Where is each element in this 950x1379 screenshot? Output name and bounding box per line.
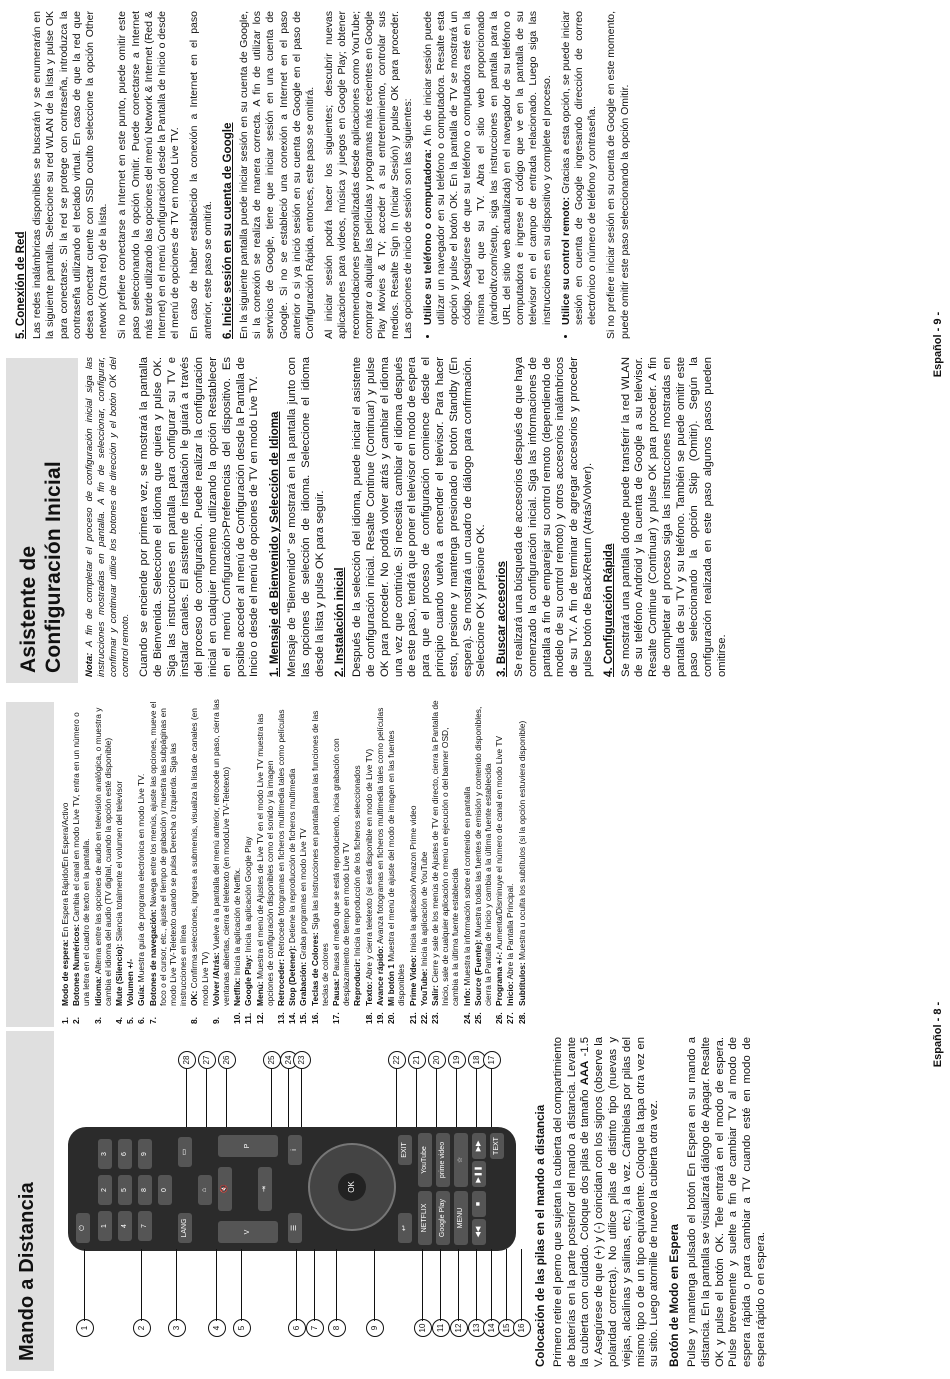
remote-key-desc	[276, 709, 286, 1006]
callout-3: 3	[168, 1319, 186, 1337]
s1-heading-text: 1. Mensaje de Bienvenido y Selección de Idioma	[268, 411, 282, 677]
remote-key-desc	[419, 852, 429, 1006]
prime-video-button: prime video	[436, 1133, 450, 1187]
remote-key-text: Cambia el canal en modo Live TV, entra en un número o una letra en el cuadro de texto en la pantalla.	[71, 712, 92, 1006]
remote-key-label: Subtítulos:	[516, 962, 527, 1006]
remote-key-desc	[148, 699, 189, 1006]
remote-key-desc	[517, 721, 527, 1006]
remote-key-label: OK:	[189, 990, 200, 1006]
s3-heading	[495, 357, 509, 677]
remote-key-label: Info:	[461, 987, 472, 1006]
callout-leader	[491, 1249, 492, 1321]
remote-key-number: 5.	[125, 1017, 136, 1024]
remote-key-desc	[364, 749, 374, 1006]
remote-key-text: Aumenta/Disminuye el número de canal en modo Live TV	[494, 735, 505, 952]
note-text: A fin de completar el proceso de configuración inicial siga las instrucciones mostradas en pantalla. A fin de seleccionar, configurar, confirmar y continuar utilice los botones de dirección y el botón OK del control remoto.	[84, 357, 131, 677]
callout-26: 26	[218, 1051, 236, 1069]
number-button-2: 2	[98, 1175, 112, 1205]
mute-button: 🔇	[218, 1167, 232, 1211]
remote-key-desc	[473, 699, 493, 1006]
remote-key-desc	[114, 781, 124, 1006]
remote-key-label: Mute (Silencio):	[114, 943, 125, 1006]
remote-key-text: Abre la Pantalla Principal.	[505, 883, 516, 982]
remote-key-desc	[125, 959, 135, 1006]
remote-key-text: Silencia totalmente el volumen del televisor	[114, 780, 125, 944]
remote-key-label: YouTube:	[418, 968, 429, 1006]
remote-key-label: Inicio:	[505, 981, 516, 1006]
s5-p3: En caso de haber establecido la conexión a Internet en el paso anterior, este paso se omitirá.	[188, 11, 214, 339]
remote-key-desc	[386, 699, 406, 1006]
ok-button: OK	[338, 1173, 366, 1201]
my-button-1: ☆	[454, 1133, 468, 1187]
remote-key-item	[93, 699, 113, 1024]
remote-key-item	[125, 699, 135, 1024]
remote-key-label: Volver /Atrás:	[210, 952, 221, 1006]
callout-leader	[84, 1249, 85, 1321]
remote-key-text: Detiene la reproducción de ficheros multimedia	[287, 768, 298, 946]
remote-key-text: Retrocede fotogramas en ficheros multimedia tales como películas	[276, 709, 287, 959]
remote-key-number: 19.	[374, 1012, 385, 1024]
play-pause-button: ▶❚❚	[472, 1161, 486, 1187]
lang-button: LANG	[178, 1213, 192, 1243]
callout-leader	[296, 1249, 297, 1321]
title-line-2: Configuración Inicial	[42, 461, 65, 673]
remote-key-item	[419, 699, 429, 1024]
remote-key-desc	[352, 765, 362, 1006]
number-button-4: 4	[118, 1211, 132, 1241]
remote-key-item	[71, 699, 91, 1024]
callout-leader	[314, 1249, 315, 1321]
remote-key-item	[189, 699, 209, 1024]
remote-key-number: 16.	[309, 1012, 320, 1024]
callout-leader	[226, 1069, 227, 1127]
s4-text: Se mostrará una pantalla donde puede transferir la red WLAN de su teléfono Android y la cuenta de Google a su televisor. Resalte Continue (Continuar) y pulse OK para proceder. A fin de completar el proceso siga las instrucciones mostradas en pantalla de su TV y su teléfono. También se puede omitir este paso seleccionando la opción Skip (Omitir). Según la configuración realizada en este paso algunos pasos pueden omitirse.	[619, 357, 729, 677]
number-button-9: 9	[138, 1139, 152, 1169]
remote-key-number: 12.	[254, 1012, 265, 1024]
s5-p2: Si no prefiere conectarse a Internet en este punto, puede omitir este paso seleccionando la opción Omitir. Puede conectarse a Internet más tarde utilizando las opciones del menú Network & Internet (Red & Internet) en el menú Configuración desde la Pantalla de Inicio o desde el menú de opciones de TV en modo Live TV.	[116, 11, 182, 339]
remote-key-number: 26.	[494, 1012, 505, 1024]
callout-leader	[216, 1249, 217, 1321]
note	[84, 357, 132, 677]
back-button: ↩	[398, 1213, 412, 1243]
callout-leader	[288, 1069, 289, 1127]
callout-2: 2	[133, 1319, 151, 1337]
remote-key-item	[276, 699, 286, 1024]
title-band-right	[6, 702, 54, 1027]
bullet2-text: Gracias a esta opción, se puede iniciar sesión en cuenta de Google ingresando dirección de correo electrónico o número de teléfono y contraseña.	[559, 11, 599, 325]
remote-key-item	[114, 699, 124, 1024]
remote-key-desc	[298, 828, 308, 1006]
remote-key-label: Netflix:	[232, 977, 243, 1006]
remote-key-item	[462, 699, 472, 1024]
remote-key-number: 18.	[363, 1012, 374, 1024]
netflix-button: NETFLIX	[418, 1191, 432, 1245]
remote-key-text: Vuelve a la pantalla del menú anterior, retrocede un paso, cierra las ventanas abiertas, cierra el teletexto (en modoLive TV-Teletexto)	[210, 699, 232, 1006]
bullet2-label: Utilice su control remoto:	[559, 196, 572, 325]
remote-key-label: Google Play:	[243, 954, 254, 1006]
remote-key-number: 13.	[276, 1012, 287, 1024]
number-button-0: 0	[158, 1175, 172, 1205]
remote-key-text: Cierre y sale de los menús de Ajustes de TV en directo, cierra la Pantalla de Inicio, sale de cualquier aplicación o menú en ejecución o del banner OSD, cambia a la última fuente establecida	[429, 700, 461, 1006]
title-band	[6, 1031, 54, 1371]
signin-option-remote	[560, 11, 600, 325]
remote-key-desc	[408, 806, 418, 1006]
remote-key-desc	[136, 774, 146, 1006]
remote-key-text: Pausa el medio que se está reproduciendo, inicia grabación con desplazamiento de tiempo en modo Live TV	[331, 738, 352, 1006]
battery-section	[528, 1037, 775, 1367]
remote-key-number: 4.	[114, 1017, 125, 1024]
remote-key-desc	[232, 868, 242, 1006]
bullet1-label: Utilice su teléfono o computadora:	[421, 149, 434, 325]
remote-key-label: Mi botón 1	[386, 964, 397, 1006]
remote-key-label: Volumen +/-	[125, 958, 136, 1006]
right-title-band	[6, 358, 78, 683]
callout-1: 1	[76, 1319, 94, 1337]
remote-key-item	[386, 699, 406, 1024]
home-button: ⌂	[198, 1175, 212, 1205]
remote-key-text: Muestra la información sobre el contenido en pantalla	[461, 786, 472, 988]
callout-leader	[176, 1249, 177, 1321]
remote-key-item	[408, 699, 418, 1024]
number-button-6: 6	[118, 1139, 132, 1169]
remote-key-desc	[243, 837, 253, 1006]
note-label: Nota:	[84, 652, 95, 677]
battery-text-c: -1.5 V. Asegúrese de que (+) y (-) coincidan con los signos (observe la polaridad correcta). No utilice pilas de distinto tipo (nuevas y viejas, alcalinas y salinas, etc.) a la vez. Cámbielas por pilas del mismo tipo o de un tipo equivalente. Coloque la tapa otra vez en su sitio. Luego atornille de nuevo la cubierta otra vez.	[579, 1037, 661, 1367]
battery-text-b: AAA	[579, 1060, 592, 1086]
remote-key-desc	[287, 769, 297, 1006]
remote-key-text: Inicia la reproducción de los ficheros seleccionados	[352, 765, 363, 959]
s6-p2: Al iniciar sesión podrá hacer los siguientes; descubrir nuevas aplicaciones para videos, música y juegos en Google Play; obtener recomendaciones personalizadas desde aplicaciones como YouTube; comprar o alquilar las películas y programas más recientes en Google Play Movies & TV; acceder a su entretenimiento, controlar sus medios. Resalte Sign In (Iniciar Sesión) y pulse OK para proceder. Las opciones de inicio de sesión son las siguientes:	[323, 11, 415, 339]
remote-key-item	[505, 699, 515, 1024]
remote-key-text: Alterna entre las opciones de audio en televisión analógica, o muestra y cambia el idioma del audio (TV digital, cuando la opción esté disponible)	[92, 707, 113, 1006]
remote-key-item	[211, 699, 231, 1024]
setup-column-2	[8, 11, 638, 339]
remote-key-label: Salir:	[429, 985, 440, 1006]
source-button: ⇥	[258, 1167, 272, 1211]
remote-key-text: Avanza fotogramas en ficheros multimedia tales como películas	[374, 707, 385, 946]
remote-key-number: 17.	[331, 1012, 342, 1024]
signin-options	[422, 11, 600, 339]
callout-leader	[440, 1249, 441, 1321]
callout-27: 27	[198, 1051, 216, 1069]
remote-key-text: Inicia la aplicación Google Play	[243, 836, 254, 955]
remote-key-text: En Espera Rápido/En Espera/Activo	[60, 802, 70, 940]
page-footer-right: Español - 9 -	[932, 311, 944, 378]
s6-p1: En la siguiente pantalla puede iniciar sesión en su cuenta de Google, si la conexión se realiza de manera correcta. A fin de utilizar los servicios de Google, tiene que iniciar sesión en una cuenta de Google. Si no se estableció una conexión a Internet en el paso anterior o si ya inició sesión en su cuenta de Google en el paso de Configuración Rápida, entonces, este paso se omitirá.	[238, 11, 317, 339]
remote-key-label: Retroceder:	[276, 958, 287, 1006]
number-button-7: 7	[138, 1211, 152, 1241]
callout-24: 24	[280, 1051, 298, 1069]
remote-key-label: Source (Fuente):	[472, 939, 483, 1006]
callout-5: 5	[233, 1319, 251, 1337]
callout-leader	[141, 1249, 142, 1321]
standby-text: Pulse y mantenga pulsado el botón En Espera en su mando a distancia. En la pantalla se visualizará diálogo de Apagar. Resalte OK y pulse el botón OK. Tele entrará en el modo de espera. Pulse brevemente y suelte a fin de cambiar TV al modo de espera rápida o para cambiar a TV cuando esté en modo de espera rápido o en espera.	[685, 1037, 767, 1367]
stop-button: ■	[472, 1191, 486, 1217]
remote-key-number: 8.	[189, 1017, 200, 1024]
remote-key-number	[352, 1006, 362, 1024]
remote-key-text: Navega entre los menús, ajuste las opciones, mueve el foco o el cursor, etc., ajuste el tiempo de grabación y muestra las subpáginas en modo Live TV-Teletexto cuando se pulsa Derecha o Izquierda. Siga las instrucciones en línea	[147, 701, 189, 1006]
callout-9: 9	[366, 1319, 384, 1337]
remote-key-number: 23.	[429, 1012, 440, 1024]
remote-key-label: Grabación:	[298, 961, 309, 1006]
remote-key-desc	[494, 736, 504, 1006]
s5-p1: Las redes inalámbricas disponibles se buscarán y se enumerarán en la siguiente pantalla. Seleccione su red WLAN de la lista y pulse OK para conectarse. Si la red se protege con contraseña, introduzca la contraseña utilizando el teclado virtual. En caso de que la red que desea conectar cuente con SSID oculto seleccione la opción Other network (Otra red) de la lista.	[31, 11, 110, 339]
callout-leader	[301, 1069, 302, 1127]
menu-button: MENU	[454, 1191, 468, 1245]
standby-heading: Botón de Modo en Espera	[668, 1224, 682, 1367]
battery-heading: Colocación de las pilas en el mando a distancia	[534, 1104, 547, 1367]
remote-key-desc	[255, 699, 275, 1006]
callout-11: 11	[432, 1319, 450, 1337]
remote-key-desc	[462, 787, 472, 1006]
remote-key-item	[243, 699, 253, 1024]
intro-text: Cuando se enciende por primera vez, se mostrará la pantalla de Bienvenida. Seleccione el idioma que quiera y pulse OK. Siga las instrucciones en pantalla para configurar su TV e instalar canales. El asistente de instalación le guiará a través del proceso de configuración. Puede realizar la configuración inicial en cualquier momento utilizando la opción Restablecer en el menú Configuración>Preferencias del dispositivo. Es posible acceder al menú de Configuración desde la Pantalla de Inicio o desde el menú de opciones de TV en modo Live TV.	[138, 357, 261, 677]
battery-text	[552, 1037, 662, 1367]
info-button: i	[288, 1135, 302, 1165]
remote-key-text: Inicia la aplicación de Netflix.	[232, 867, 243, 978]
remote-key-number: 1.	[60, 1017, 70, 1024]
remote-key-label: Prime Video:	[407, 954, 418, 1006]
remote-body	[68, 1127, 516, 1251]
s1-text: Mensaje de "Bienvenido" se mostrará en la pantalla junto con las opciones de selección de idioma. Seleccione el idioma desde la lista y pulse OK para seguir.	[285, 357, 326, 677]
page-footer-left: Español - 8 -	[932, 1001, 944, 1068]
callout-6: 6	[288, 1319, 306, 1337]
remote-key-label: Botones de navegación:	[147, 909, 158, 1006]
right-page	[0, 0, 950, 689]
remote-key-item	[364, 699, 374, 1024]
remote-key-number: 24.	[461, 1012, 472, 1024]
remote-key-number: 14.	[287, 1012, 298, 1024]
remote-key-number: 28.	[516, 1012, 527, 1024]
remote-key-number: 2.	[71, 1017, 82, 1024]
remote-key-item	[430, 699, 461, 1024]
setup-column-1	[84, 357, 736, 677]
number-button-5: 5	[118, 1175, 132, 1205]
remote-key-text: Inicia la aplicación Amazon Prime video	[407, 805, 418, 955]
standby-button: ⏻	[76, 1213, 90, 1243]
callout-19: 19	[448, 1051, 466, 1069]
s4-heading	[602, 357, 616, 677]
remote-key-label: Texto:	[363, 981, 374, 1006]
subtitle-button: ▭	[178, 1137, 192, 1167]
remote-key-item	[517, 699, 527, 1024]
remote-key-item	[287, 699, 297, 1024]
remote-key-number: 22.	[418, 1012, 429, 1024]
number-button-1: 1	[98, 1211, 112, 1241]
signin-option-phone	[422, 11, 554, 325]
callout-17: 17	[483, 1051, 501, 1069]
remote-key-text: Muestra el menú de ajuste del modo de imagen en las fuentes disponibles	[386, 730, 407, 1006]
callout-16: 16	[513, 1319, 531, 1337]
remote-key-label: Guía:	[136, 984, 147, 1006]
callout-7: 7	[306, 1319, 324, 1337]
s2-text: Después de la selección del idioma, puede iniciar el asistente de configuración inicial. Resalte Continue (Continuar) y pulse OK para proceder. No podrá volver atrás y cambiar el idioma una vez que continúe. Si necesita cambiar el idioma después de este paso, tendrá que poner el televisor en modo de espera para que el proceso de configuración comience desde el principio cuando vuelva a encender el televisor. Para hacer esto, presione y mantenga presionado el botón Standby (En espera). Se mostrará un cuadro de diálogo para confirmación. Seleccione OK y presione OK.	[351, 357, 488, 677]
s3-heading-text: 3. Buscar accesorios	[495, 560, 509, 677]
remote-key-desc	[71, 699, 91, 1006]
callout-10: 10	[414, 1319, 432, 1337]
remote-key-item	[494, 699, 504, 1024]
remote-key-item	[473, 699, 493, 1024]
page-title: Mando a Distancia	[16, 1182, 38, 1361]
callout-leader	[456, 1069, 457, 1127]
remote-key-desc	[211, 699, 231, 1006]
remote-key-number: 7.	[147, 1017, 158, 1024]
s6-heading	[221, 11, 234, 339]
fast-forward-button: ▶▶	[472, 1133, 486, 1159]
text-button: TEXT	[490, 1133, 504, 1159]
callout-leader	[521, 1249, 522, 1321]
youtube-button: YouTube	[418, 1133, 432, 1187]
remote-key-item	[148, 699, 189, 1024]
guide-button: ☰	[288, 1213, 302, 1243]
remote-key-item	[375, 699, 385, 1024]
s6-heading-text: 6. Inicie sesión en su cuenta de Google	[220, 122, 234, 339]
remote-key-label: Stop (Detener):	[287, 945, 298, 1006]
callout-25: 25	[263, 1051, 281, 1069]
remote-key-number: 15.	[298, 1012, 309, 1024]
remote-key-text: Siga las instrucciones en pantalla para las funciones de las teclas de colores	[309, 710, 330, 1006]
remote-key-item	[310, 699, 330, 1024]
remote-key-text: Muestra el menú de Ajustes de Live TV en el modo Live TV muestra las opciones de configuración disponibles como el sonido y la imagen	[254, 713, 275, 1006]
callout-23: 23	[293, 1051, 311, 1069]
remote-key-desc	[430, 699, 461, 1006]
callout-leader	[506, 1249, 507, 1321]
number-button-8: 8	[138, 1175, 152, 1205]
callout-leader	[374, 1249, 375, 1321]
callout-14: 14	[483, 1319, 501, 1337]
remote-key-item	[232, 699, 242, 1024]
s6-p3: Si no prefiere iniciar sesión en su cuenta de Google en este momento, puede omitir este paso seleccionando la opción Omitir.	[605, 11, 631, 339]
remote-key-number: 11.	[243, 1012, 254, 1024]
s5-heading-text: 5. Conexión de Red	[14, 231, 27, 339]
callout-28: 28	[178, 1051, 196, 1069]
remote-key-text: Muestra todas las fuentes de emisión y contenido disponibles, cierra la Pantalla de Inicio y cambia a la última fuente establecida	[472, 706, 493, 1006]
callout-13: 13	[468, 1319, 486, 1337]
callout-leader	[476, 1249, 477, 1321]
remote-key-number: 9.	[210, 1017, 221, 1024]
callout-15: 15	[498, 1319, 516, 1337]
callout-4: 4	[208, 1319, 226, 1337]
callout-12: 12	[450, 1319, 468, 1337]
callout-leader	[436, 1069, 437, 1127]
callout-leader	[458, 1249, 459, 1321]
program-rocker: P	[218, 1135, 278, 1157]
remote-key-number: 3.	[92, 1017, 103, 1024]
remote-key-label: Programa +/-:	[494, 951, 505, 1006]
left-page	[0, 690, 950, 1379]
remote-key-label: Idioma:	[92, 976, 103, 1006]
callout-21: 21	[408, 1051, 426, 1069]
remote-key-desc	[93, 699, 113, 1006]
remote-illustration	[58, 1041, 526, 1341]
remote-key-text: Graba programas en modo Live TV	[298, 828, 309, 962]
remote-key-desc	[189, 699, 209, 1006]
callout-18: 18	[468, 1051, 486, 1069]
callout-leader	[206, 1069, 207, 1127]
remote-key-number: 10.	[232, 1012, 243, 1024]
s4-heading-text: 4. Configuración Rápida	[601, 543, 615, 677]
battery-text-a: Primero retire el perno que sujetan la cubierta del compartimiento de baterías en la parte posterior del mando a distancia. Levante la cubierta con cuidado. Coloque dos pilas de tamaño	[551, 1037, 592, 1367]
s5-heading	[14, 11, 27, 339]
remote-key-item	[298, 699, 308, 1024]
remote-key-desc	[331, 699, 351, 1006]
callout-leader	[186, 1069, 187, 1127]
right-page-title	[16, 461, 66, 673]
remote-key-label: Menú:	[254, 981, 265, 1006]
callout-20: 20	[428, 1051, 446, 1069]
navigation-pad	[308, 1143, 396, 1231]
remote-key-text: Confirma selecciones, ingresa a submenús, visualiza la lista de canales (en modo Live TV)	[189, 708, 210, 1006]
s2-heading	[333, 357, 347, 677]
remote-key-desc	[505, 884, 515, 1006]
remote-key-item	[136, 699, 146, 1024]
callout-leader	[491, 1069, 492, 1127]
callout-leader	[271, 1069, 272, 1127]
remote-key-item	[255, 699, 275, 1024]
remote-key-desc	[310, 699, 330, 1006]
callout-leader	[422, 1249, 423, 1321]
remote-key-number: 21.	[407, 1012, 418, 1024]
callout-leader	[241, 1249, 242, 1321]
google-play-button: Google Play	[436, 1191, 450, 1245]
s1-heading	[268, 357, 282, 677]
title-line-1: Asistente de	[17, 545, 40, 673]
callout-leader	[416, 1069, 417, 1127]
remote-key-list	[60, 699, 528, 1024]
remote-key-label: Modo de espera:	[60, 939, 70, 1006]
remote-key-number: 6.	[136, 1017, 147, 1024]
callout-8: 8	[328, 1319, 346, 1337]
remote-key-label: Pausa:	[331, 978, 342, 1006]
remote-key-item	[331, 699, 351, 1024]
remote-key-number: 25.	[472, 1012, 483, 1024]
s3-text: Se realizará una búsqueda de accesorios después de que haya comenzado la configuración inicial. Siga las informaciones de pantalla a fin de emparejar su control remoto (dependiendo de modelo de su control remoto) y otros accesorios inalámbricos de su TV. A fin de terminar de agregar accesorios y proceder pulse botón de Back/Return (Atrás/Volver).	[512, 357, 594, 677]
rewind-button: ◀◀	[472, 1219, 486, 1245]
remote-key-text: Muestra u oculta los subtítulos (si la opción estuviera disponible)	[516, 720, 527, 963]
remote-key-label: Avance rápido:	[374, 945, 385, 1006]
remote-key-number: 27.	[505, 1012, 516, 1024]
volume-rocker: V	[218, 1221, 278, 1243]
remote-key-item	[60, 699, 70, 1024]
remote-key-desc	[375, 708, 385, 1006]
remote-key-item	[352, 699, 362, 1024]
remote-key-label: Reproducir:	[352, 958, 363, 1006]
callout-22: 22	[388, 1051, 406, 1069]
remote-key-number: 20.	[386, 1012, 397, 1024]
remote-key-text: Inicia la aplicación de YouTube	[418, 851, 429, 969]
callout-leader	[476, 1069, 477, 1127]
remote-key-label: Teclas de Colores:	[309, 932, 320, 1006]
exit-button: EXIT	[398, 1135, 412, 1165]
bullet1-text: A fin de iniciar sesión puede utilizar un navegador en su teléfono o computadora. Resalte esta opción y pulse el botón OK. En la pantalla de TV se mostrará un código. Asegúrese de que su teléfono o computadora esté en la misma red que su TV. Abra el sitio web proporcionado (androidtv.com/setup, siga las instrucciones en pantalla para la URL del sitio web actualizada) en el navegador de su teléfono o computadora e ingrese el código que ve en la pantalla de su televisor en el campo de entrada relacionado. Luego siga las instrucciones en su dispositivo y complete el proceso.	[421, 11, 553, 325]
remote-key-label: Botones Numéricos:	[71, 924, 82, 1006]
callout-leader	[396, 1069, 397, 1127]
remote-key-text: Abre y cierra teletexto (si está disponible en modo de Live TV)	[363, 748, 374, 982]
remote-key-desc	[60, 803, 70, 1006]
number-button-3: 3	[98, 1139, 112, 1169]
callout-leader	[336, 1249, 337, 1321]
remote-key-text: Muestra guía de programa electrónica en modo Live TV.	[136, 773, 147, 985]
s2-heading-text: 2. Instalación inicial	[333, 567, 347, 677]
